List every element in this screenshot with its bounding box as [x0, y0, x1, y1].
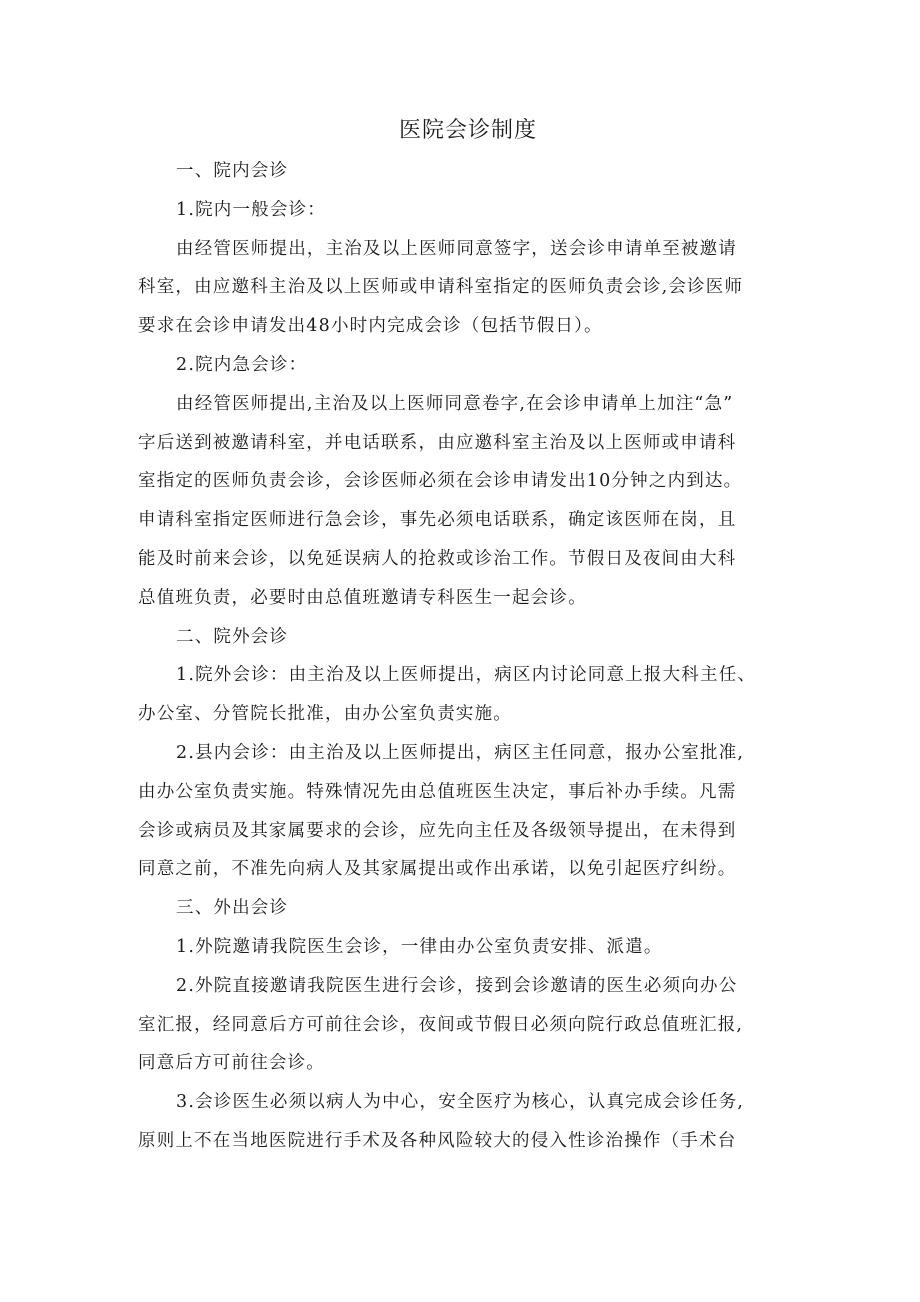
paragraph-line: 1.院内一般会诊： — [176, 199, 326, 220]
paragraph-line: 室指定的医师负责会诊，会诊医师必须在会诊申请发出10分钟之内到达。 — [138, 471, 743, 492]
paragraph-line: 三、外出会诊 — [176, 898, 289, 919]
paragraph-line: 能及时前来会诊，以免延误病人的抢救或诊治工作。节假日及夜间由大科 — [138, 548, 737, 569]
paragraph-line: 2.外院直接邀请我院医生进行会诊，接到会诊邀请的医生必须向办公 — [176, 975, 738, 996]
paragraph-line: 办公室、分管院长批准，由办公室负责实施。 — [138, 704, 512, 725]
paragraph-line: 一、院内会诊 — [176, 161, 289, 181]
document-title: 医院会诊制度 — [398, 118, 537, 143]
paragraph-line: 要求在会诊申请发出48小时内完成会诊（包括节假日）。 — [138, 316, 603, 337]
paragraph-line: 字后送到被邀请科室，并电话联系，由应邀科室主治及以上医师或申请科 — [138, 432, 737, 453]
paragraph-line: 二、院外会诊 — [176, 626, 289, 647]
paragraph-line: 2.院内急会诊： — [176, 354, 308, 375]
paragraph-line: 3.会诊医生必须以病人为中心，安全医疗为核心，认真完成会诊任务, — [176, 1092, 745, 1113]
document-page — [138, 112, 798, 1161]
paragraph-line: 总值班负责，必要时由总值班邀请专科医生一起会诊。 — [138, 587, 587, 608]
paragraph-line: 申请科室指定医师进行急会诊，事先必须电话联系，确定该医师在岗，且 — [138, 510, 737, 531]
paragraph-line: 同意后方可前往会诊。 — [138, 1053, 325, 1074]
paragraph-line: 2.县内会诊：由主治及以上医师提出，病区主任同意，报办公室批准, — [176, 742, 745, 763]
paragraph-line: 同意之前，不准先向病人及其家属提出或作出承诺，以免引起医疗纠纷。 — [138, 859, 737, 880]
paragraph-line: 科室，由应邀科主治及以上医师或申请科室指定的医师负责会诊,会诊医师 — [138, 277, 744, 298]
paragraph-line: 室汇报，经同意后方可前往会诊，夜间或节假日必须向院行政总值班汇报, — [138, 1014, 744, 1035]
paragraph-line: 由办公室负责实施。特殊情况先由总值班医生决定，事后补办手续。凡需 — [138, 781, 737, 802]
paragraph-line: 由经管医师提出,主治及以上医师同意卷字,在会诊申请单上加注“急” — [176, 393, 734, 414]
paragraph-line: 由经管医师提出，主治及以上医师同意签字，送会诊申请单至被邀请 — [176, 238, 737, 259]
paragraph-line: 会诊或病员及其家属要求的会诊，应先向主任及各级领导提出，在未得到 — [138, 820, 737, 841]
paragraph-line: 原则上不在当地医院进行手术及各种风险较大的侵入性诊治操作（手术台 — [138, 1130, 737, 1151]
paragraph-line: 1.院外会诊：由主治及以上医师提出，病区内讨论同意上报大科主任、 — [176, 665, 757, 686]
paragraph-line: 1.外院邀请我院医生会诊，一律由办公室负责安排、派遣。 — [176, 936, 663, 957]
document-body — [138, 152, 798, 1161]
